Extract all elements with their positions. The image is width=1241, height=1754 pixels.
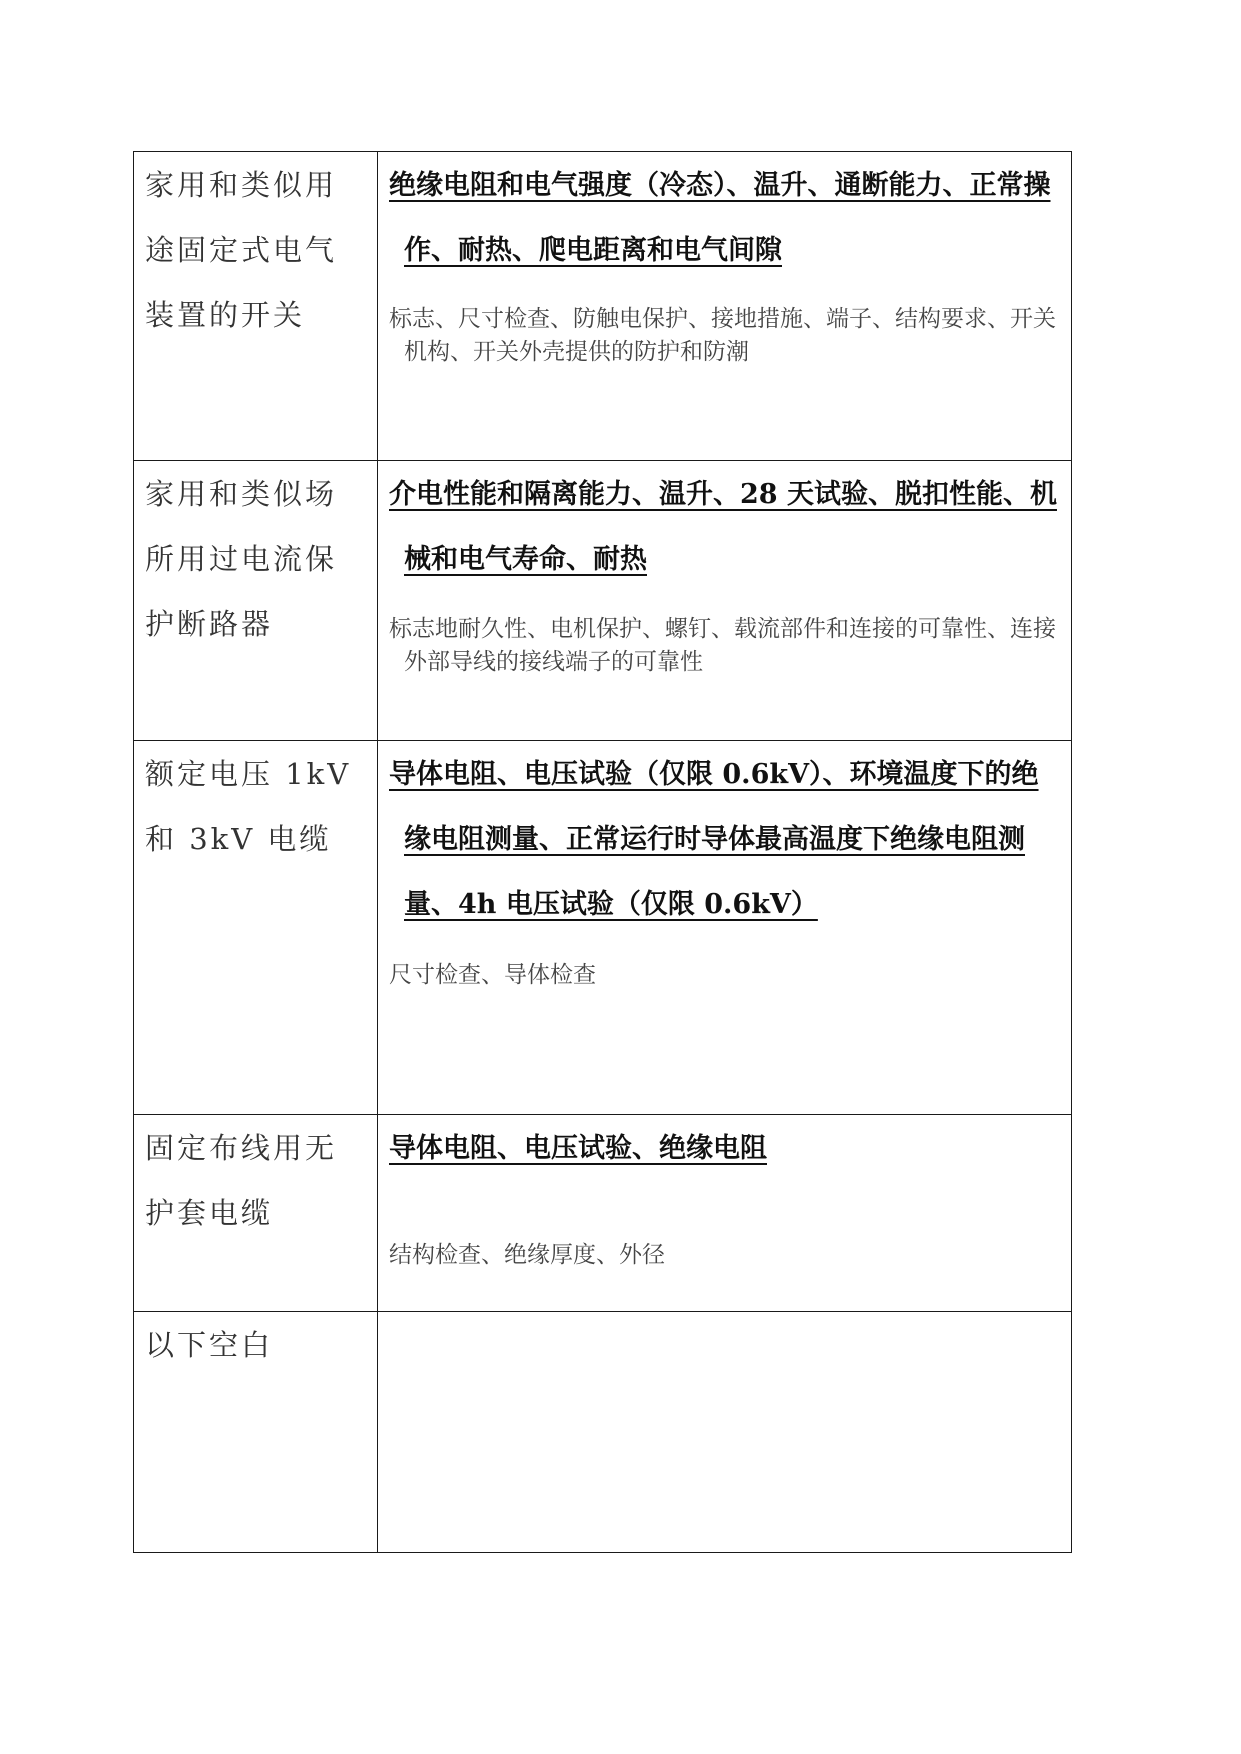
product-category: 固定布线用无护套电缆: [145, 1131, 338, 1230]
tests-cell: [378, 461, 1072, 741]
minor-test-items: 尺寸检查、导体检查: [389, 962, 596, 988]
major-test-text: 介电性能和隔离能力、温升、28 天试验、脱扣性能、机械和电气寿命、耐热: [389, 479, 1057, 575]
product-category: 家用和类似用途固定式电气装置的开关: [145, 168, 338, 332]
tests-cell: [378, 1115, 1072, 1312]
minor-test-items: 标志地耐久性、电机保护、螺钉、载流部件和连接的可靠性、连接外部导线的接线端子的可靠性: [389, 616, 1056, 675]
inspection-items-table: [133, 151, 1072, 1553]
table-row: [134, 461, 1072, 741]
category-cell: [134, 1115, 378, 1312]
table-row: [134, 152, 1072, 461]
category-cell: [134, 152, 378, 461]
tests-cell: [378, 152, 1072, 461]
tests-cell: [378, 741, 1072, 1115]
blank-below-note: 以下空白: [145, 1328, 274, 1362]
table-row: [134, 1312, 1072, 1553]
minor-test-items: 标志、尺寸检查、防触电保护、接地措施、端子、结构要求、开关机构、开关外壳提供的防护和防潮: [389, 306, 1056, 365]
minor-test-items: 结构检查、绝缘厚度、外径: [389, 1242, 665, 1268]
product-category: 额定电压 1kV 和 3kV 电缆: [145, 757, 352, 856]
major-test-items: [378, 1115, 1071, 1181]
table-row: [134, 741, 1072, 1115]
major-test-items: [378, 461, 1071, 592]
major-test-items: [378, 152, 1071, 283]
table-row: [134, 1115, 1072, 1312]
major-test-text: 绝缘电阻和电气强度（冷态）、温升、通断能力、正常操作、耐热、爬电距离和电气间隙: [389, 170, 1051, 266]
category-cell: [134, 741, 378, 1115]
category-cell: [134, 1312, 378, 1553]
major-test-items: [378, 741, 1071, 937]
category-cell: [134, 461, 378, 741]
product-category: 家用和类似场所用过电流保护断路器: [145, 477, 338, 641]
major-test-text: 导体电阻、电压试验（仅限 0.6kV）、环境温度下的绝缘电阻测量、正常运行时导体最高温度下绝缘电阻测量、4h 电压试验（仅限 0.6kV）: [389, 759, 1039, 920]
major-test-text: 导体电阻、电压试验、绝缘电阻: [389, 1133, 767, 1164]
tests-cell-empty: [378, 1312, 1072, 1553]
